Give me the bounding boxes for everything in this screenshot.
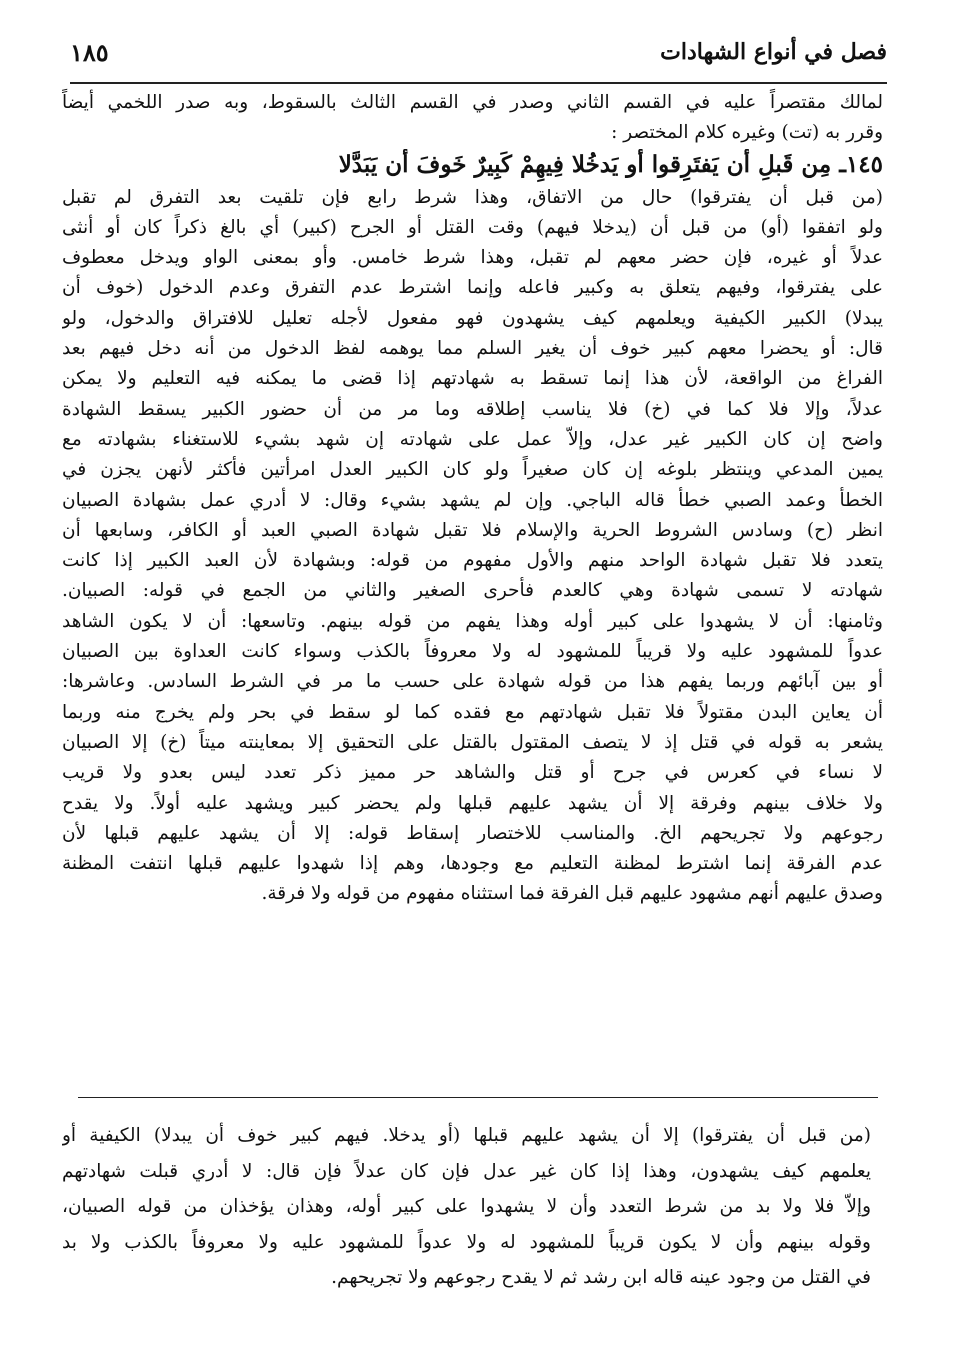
text-line: عدم الفرقة إنما اشترط لمظنة التعليم مع وجودها، وهم إذا شهدوا عليهم قبلها انتفت المظنة xyxy=(62,853,883,875)
footnote-line: (من قبل أن يفترقوا) إلا أن يشهد عليهم قبلها (أو يدخلا. فيهم كبير خوف أن يبدلا) الكيفية أو xyxy=(62,1125,871,1146)
footnote-divider xyxy=(78,1097,878,1098)
footnote-line: يعلمهم كيف يشهدون، وهذا إذا كان غير عدل فإن كان عدلاً فإن قال: لا أدري قبلت شهادتهم xyxy=(62,1160,871,1182)
header-divider xyxy=(70,82,887,84)
text-line: عدواً للمشهود عليه ولا قريباً للمشهود له ولا معروفاً بالكذب وسواء كانت العداوة بين الصبيان xyxy=(62,641,883,663)
text-line: ولو اتفقوا (أو) من قبل أن (يدخلا فيهم) وقت القتل أو الجرح (كبير) أي بالغ ذكراً كان أو أنثى xyxy=(62,216,883,238)
text-line: قال: أو يحضرا معهم كبير خوف أن يغير السلم مما يوهمه لفظ الدخول من أنه دخل فيهم بعد xyxy=(62,338,883,360)
page-number: ١٨٥ xyxy=(70,37,109,67)
text-line: وقرر به (تت) وغيره كلام المختصر : xyxy=(611,122,883,144)
text-line: عدلاً أو غيره، فإن حضر معهم لم تقبل، وهذا شرط خامس. وأو بمعنى الواو ويدخل معطوف xyxy=(62,247,883,269)
footnotes xyxy=(62,1118,871,1296)
footnote-line: في القتل من وجود عينه قاله ابن رشد ثم لا يقدح رجوعهم ولا تجريحهم. xyxy=(331,1267,871,1288)
text-line: يتعدد فلا تقبل شهادة الواحد منهم والأول مفهوم من قوله: وبشهادة لأن العبد الكبير إذا كانت xyxy=(62,550,883,572)
text-line: الفراغ من الواقعة، لأن هذا إنما تسقط به شهادتهم إذا قضى ما يمكنه فيه التعليم ولا يمكن xyxy=(62,368,883,390)
text-line: الخطأ وعمد الصبي خطأ قاله الباجي. وإن لم يشهد بشيء وقال: لا أدري عمل بشهادة الصبيان xyxy=(62,489,883,511)
running-title: فصل في أنواع الشهادات xyxy=(660,39,887,65)
page-header xyxy=(70,28,887,76)
poem-verse: ١٤٥ـ مِن قَبلِ أن يَفتَرِقوا أو يَدخُلا فِيهِمْ كَبِيرٌ خَوفَ أن يَبَدَّلا xyxy=(338,150,883,178)
text-line: واضح إن كان الكبير غير عدل، وإلاّ عمل على شهادته إن شهد بشيء للاستغناء بشهادته مع xyxy=(62,428,883,450)
text-line: رجوعهم ولا تجريحهم الخ. والمناسب للاختصار إسقاط قوله: إلا أن يشهد عليهم قبلها لأن xyxy=(62,822,883,844)
text-line: وصدق عليهم أنهم مشهود عليهم قبل الفرقة فما استثناه مفهوم من قوله ولا فرقة. xyxy=(261,883,883,905)
footnote-line: وقوله بينهم وأن لا يكون قريباً للمشهود له ولا عدواً للمشهود عليه ولا معروفاً بالكذب ولا بد xyxy=(62,1231,871,1253)
text-line: أو بين آبائهم وربما يفهم هذا من قوله شهادة على حسب ما مر في الشرط السادس. وعاشرها: xyxy=(62,671,883,693)
text-line: وثامنها: أن لا يشهدوا على كبير أوله وهذا يفهم من قوله بينهم. وتاسعها: أن لا يكون الشاهد xyxy=(62,610,883,632)
text-line: على يفترقوا، وفيهم يتعلق به وكبير فاعله وإنما اشترط عدم التفرق وعدم الدخول (خوف أن xyxy=(62,277,883,299)
text-line: لا نساء في كعرس في جرح أو قتل والشاهد حر مميز ذكر تعدد ليس بعدو ولا قريب xyxy=(62,762,883,784)
text-line: ولا خلاف بينهم وفرقة إلا أن يشهد عليهم قبلها ولم يحضر كبير ويشهد عليه أولاً. ولا يقدح xyxy=(62,792,883,814)
text-line: يبدلا) الكبير الكيفية ويعلمهم كيف يشهدون فهو مفعول لأجله تعليل للافتراق والدخول، ولو xyxy=(62,307,883,329)
text-line: شهادته لا تسمى شهادة وهي كالعدم فأحرى الصغير والثاني من الجمع في قوله: الصبيان. xyxy=(62,580,883,602)
text-line: (من قبل أن يفترقوا) حال من الاتفاق، وهذا شرط رابع فإن تلقيت بعد التفرق لم تقبل xyxy=(62,186,883,208)
text-line: يشعر به قوله في قتل إذ لا يتصف المقتول بالقتل على التحقيق إلا بمعاينته ميتاً (خ) إلا الصبيان xyxy=(62,731,883,753)
footnote-line: وإلاّ فلا ولا بد من شرط التعدد وأن لا يشهدوا على كبير أوله، وهذان يؤخذان من قوله الصبيان، xyxy=(62,1196,871,1217)
text-line: انظر (ح) وسادس الشروط الحرية والإسلام فلا تقبل شهادة الصبي العبد أو الكافر، وسابعها أن xyxy=(62,519,883,541)
text-line: أن يعاين البدن مقتولاً فلا تقبل شهادتهم مع فقده كما لو سقط في بحر ولم يخرج منه وربما xyxy=(62,701,883,723)
main-text xyxy=(62,88,883,910)
text-line: لمالك مقتصراً عليه في القسم الثاني وصدر في القسم الثالث بالسقوط، وبه صدر اللخمي أيضاً xyxy=(62,92,883,113)
text-line: عدلاً، وإلا فلا كما في (خ) فلا يناسب إطلاقه وما مر من أن حضور الكبير يسقط الشهادة xyxy=(62,398,883,420)
text-line: يمين المدعي وينتظر بلوغه إن كان صغيراً ولو كان الكبير العدل امرأتين فأكثر لأنهن يجزن في xyxy=(62,459,883,481)
